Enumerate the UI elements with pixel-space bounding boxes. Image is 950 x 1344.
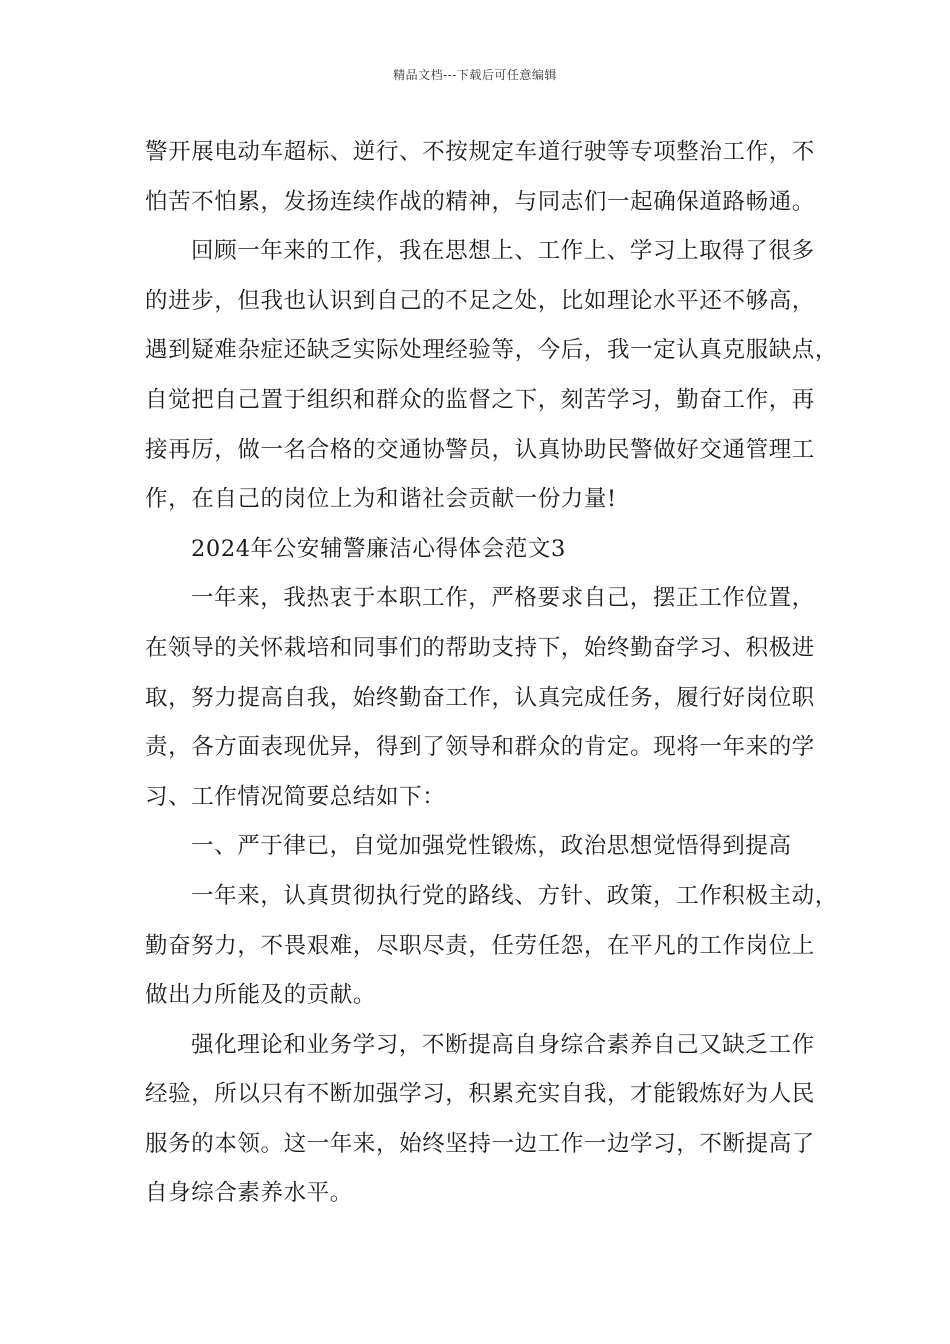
document-body <box>145 128 839 1219</box>
section-title: 2024年公安辅警廉洁心得体会范文3 <box>191 535 566 562</box>
text-line: 接再厉，做一名合格的交通协警员，认真协助民警做好交通管理工 <box>145 436 815 463</box>
text-line: 自觉把自己置于组织和群众的监督之下，刻苦学习，勤奋工作，再 <box>145 386 815 413</box>
text-line: 怕苦不怕累，发扬连续作战的精神，与同志们一起确保道路畅通。 <box>145 188 815 215</box>
text-line: 作，在自己的岗位上为和谐社会贡献一份力量! <box>145 486 617 513</box>
text-line: 做出力所能及的贡献。 <box>145 982 377 1009</box>
text-line: 自身综合素养水平。 <box>145 1180 353 1207</box>
text-line: 责，各方面表现优异，得到了领导和群众的肯定。现将一年来的学 <box>145 734 815 761</box>
text-line: 服务的本领。这一年来，始终坚持一边工作一边学习，不断提高了 <box>145 1130 815 1157</box>
text-line: 经验，所以只有不断加强学习，积累充实自我，才能锻炼好为人民 <box>145 1081 815 1108</box>
text-line: 强化理论和业务学习，不断提高自身综合素养自己又缺乏工作 <box>191 1031 815 1058</box>
text-line: 遇到疑难杂症还缺乏实际处理经验等，今后，我一定认真克服缺点， <box>145 337 839 364</box>
text-line: 勤奋努力，不畏艰难，尽职尽责，任劳任怨，在平凡的工作岗位上 <box>145 932 815 959</box>
text-line: 回顾一年来的工作，我在思想上、工作上、学习上取得了很多 <box>191 238 815 265</box>
text-line: 警开展电动车超标、逆行、不按规定车道行驶等专项整治工作，不 <box>145 139 815 165</box>
text-line: 一年来，我热衷于本职工作，严格要求自己，摆正工作位置， <box>191 585 815 612</box>
document-header: 精品文档---下载后可任意编辑 <box>393 68 557 82</box>
text-line: 在领导的关怀栽培和同事们的帮助支持下，始终勤奋学习、积极进 <box>145 634 815 661</box>
text-line: 的进步，但我也认识到自己的不足之处，比如理论水平还不够高， <box>145 287 815 314</box>
text-line: 一年来，认真贯彻执行党的路线、方针、政策，工作积极主动， <box>191 882 838 909</box>
text-line: 习、工作情况简要总结如下： <box>145 783 446 810</box>
text-line: 取，努力提高自我，始终勤奋工作，认真完成任务，履行好岗位职 <box>145 684 815 711</box>
subheading: 一、严于律已，自觉加强党性锻炼，政治思想觉悟得到提高 <box>191 833 792 860</box>
